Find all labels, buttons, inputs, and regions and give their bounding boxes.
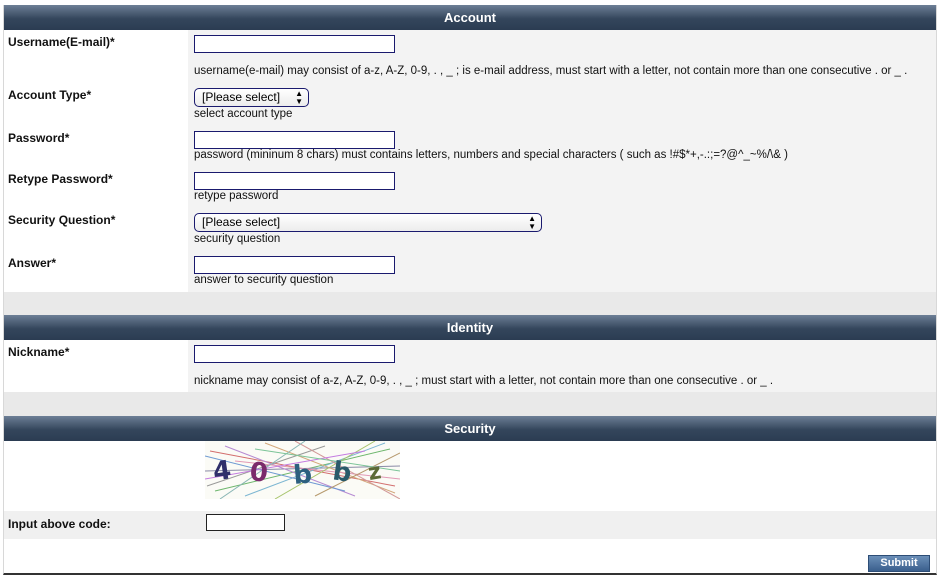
- captcha-image: [205, 441, 400, 499]
- password-hint: password (mininum 8 chars) must contains letters, numbers and special characters ( such as !#$*+,-.:;=?@^_~%/\& ): [194, 149, 788, 161]
- security-question-label: Security Question*: [8, 213, 116, 227]
- svg-text:0: 0: [248, 457, 270, 489]
- section-gap: [4, 392, 936, 416]
- answer-hint: answer to security question: [194, 274, 334, 286]
- security-question-value: [Please select]: [202, 215, 281, 229]
- account-label-column: [4, 30, 188, 292]
- captcha-noise-graphic: [205, 441, 400, 499]
- password-label: Password*: [8, 131, 70, 145]
- account-type-label: Account Type*: [8, 88, 92, 102]
- captcha-code-input[interactable]: [206, 514, 285, 531]
- username-hint: username(e-mail) may consist of a-z, A-Z, 0-9, . , _ ; is e-mail address, must start with a letter, not contain more than one consecutive . or _ .: [194, 65, 908, 77]
- svg-text:b: b: [330, 456, 354, 489]
- answer-input[interactable]: [194, 256, 395, 274]
- account-type-hint: select account type: [194, 108, 293, 120]
- captcha-label-cell: [4, 441, 200, 511]
- select-arrows-icon: ▲ ▼: [528, 214, 536, 231]
- section-gap: [4, 292, 936, 315]
- answer-label: Answer*: [8, 256, 57, 270]
- password-input[interactable]: [194, 131, 395, 149]
- username-label: Username(E-mail)*: [8, 35, 115, 49]
- section-header-identity: Identity: [4, 315, 936, 340]
- retype-password-label: Retype Password*: [8, 172, 113, 186]
- username-input[interactable]: [194, 35, 395, 53]
- submit-button[interactable]: Submit: [868, 555, 930, 572]
- security-question-select[interactable]: [194, 213, 542, 232]
- svg-text:b: b: [292, 459, 314, 491]
- security-question-hint: security question: [194, 233, 281, 245]
- footer-spacer: [4, 539, 936, 552]
- retype-password-hint: retype password: [194, 190, 279, 202]
- nickname-input[interactable]: [194, 345, 395, 363]
- nickname-hint: nickname may consist of a-z, A-Z, 0-9, . , _ ; must start with a letter, not contain more than one consecutive . or _ .: [194, 375, 774, 387]
- retype-password-input[interactable]: [194, 172, 395, 190]
- section-header-security: Security: [4, 416, 936, 441]
- registration-form: [3, 5, 937, 575]
- account-type-select[interactable]: [194, 88, 309, 107]
- account-type-value: [Please select]: [202, 90, 281, 104]
- code-row: [4, 511, 936, 539]
- nickname-label: Nickname*: [8, 345, 70, 359]
- svg-text:4: 4: [211, 455, 234, 488]
- section-header-account: Account: [4, 5, 936, 30]
- select-arrows-icon: ▲ ▼: [295, 89, 303, 106]
- svg-text:z: z: [366, 459, 384, 487]
- captcha-code-label: Input above code:: [8, 517, 111, 531]
